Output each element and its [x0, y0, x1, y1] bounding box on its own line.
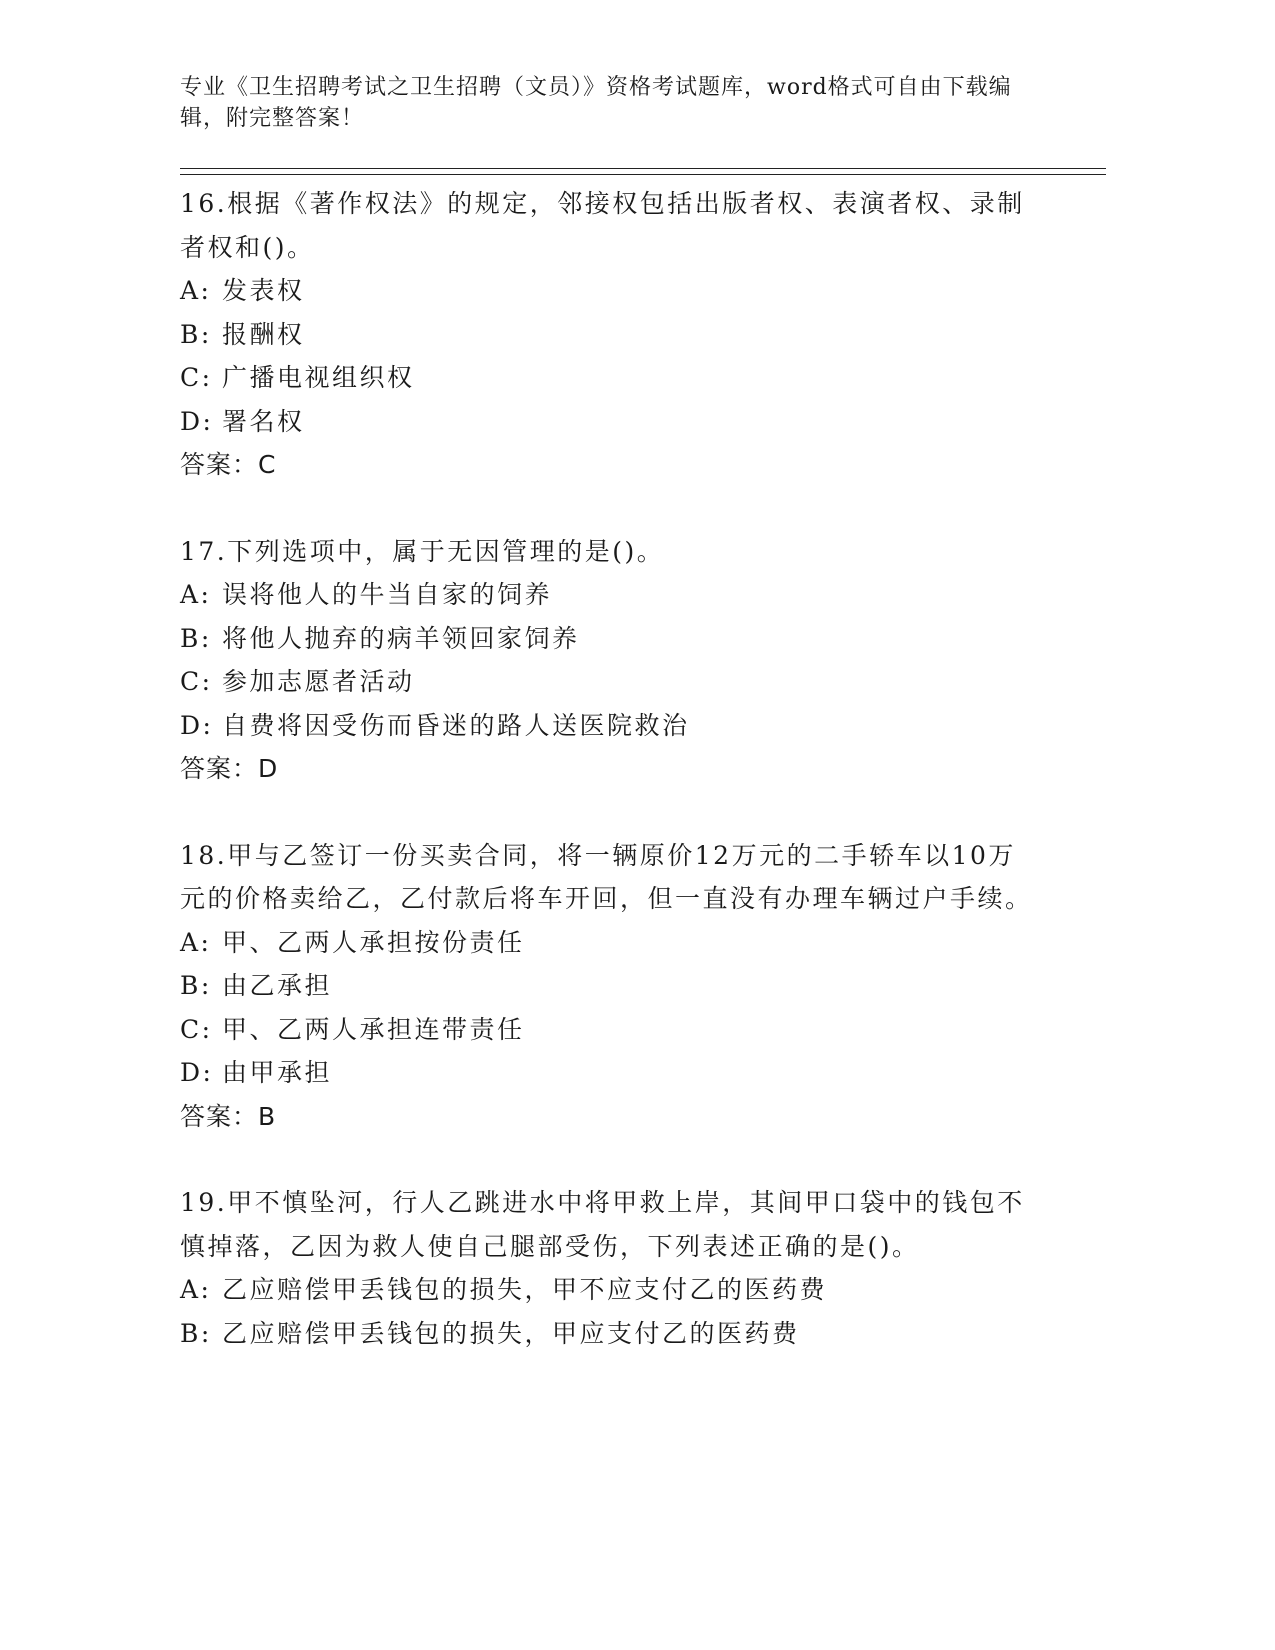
option-text: 乙应赔偿甲丢钱包的损失，甲不应支付乙的医药费 [222, 1275, 828, 1304]
option-c [180, 660, 1040, 704]
question-spacer [180, 1138, 1040, 1181]
question-spacer [180, 791, 1040, 834]
option-letter: D: [180, 1058, 214, 1087]
document-header: 专业《卫生招聘考试之卫生招聘（文员）》资格考试题库，word格式可自由下载编辑，附完整答案！ [180, 75, 1012, 131]
option-letter: A: [180, 1275, 212, 1304]
answer-line: 答案：B [180, 1101, 277, 1131]
question-stem: 19.甲不慎坠河，行人乙跳进水中将甲救上岸，其间甲口袋中的钱包不慎掉落，乙因为救人使自己腿部受伤，下列表述正确的是()。 [180, 1188, 1025, 1261]
option-d [180, 1051, 1040, 1095]
answer-line: 答案：C [180, 450, 277, 479]
answer-line: 答案：D [180, 754, 279, 783]
option-text: 自费将因受伤而昏迷的路人送医院救治 [222, 710, 690, 740]
header-divider-bottom [180, 174, 1106, 175]
option-text: 将他人抛弃的病羊领回家饲养 [222, 623, 580, 653]
option-a [180, 921, 1040, 965]
question-stem: 17.下列选项中，属于无因管理的是()。 [180, 536, 665, 566]
question-list [180, 182, 1040, 1355]
option-text: 由甲承担 [222, 1058, 333, 1087]
question-stem: 16.根据《著作权法》的规定，邻接权包括出版者权、表演者权、录制者权和()。 [180, 189, 1025, 262]
option-letter: A: [180, 927, 212, 957]
question-stem: 18.甲与乙签订一份买卖合同，将一辆原价12万元的二手轿车以10万元的价格卖给乙，乙付款后将车开回，但一直没有办理车辆过户手续。 [180, 840, 1033, 913]
option-text: 由乙承担 [222, 971, 333, 1000]
option-c [180, 356, 1040, 400]
option-a [180, 269, 1040, 313]
option-text: 误将他人的牛当自家的饲养 [222, 580, 553, 609]
option-letter: B: [180, 623, 212, 653]
option-text: 参加志愿者活动 [222, 667, 415, 696]
option-c [180, 1008, 1040, 1052]
option-b [180, 617, 1040, 661]
option-letter: C: [180, 667, 213, 696]
option-letter: B: [180, 1318, 212, 1348]
option-letter: D: [180, 710, 214, 740]
question-19 [180, 1181, 1040, 1355]
option-b [180, 313, 1040, 357]
option-text: 甲、乙两人承担连带责任 [222, 1014, 525, 1044]
option-letter: A: [180, 580, 212, 609]
question-16 [180, 182, 1040, 487]
option-letter: B: [180, 319, 212, 349]
option-d [180, 400, 1040, 444]
option-d [180, 704, 1040, 748]
option-text: 发表权 [222, 276, 305, 305]
option-a [180, 573, 1040, 617]
question-17 [180, 530, 1040, 791]
header-divider-top [180, 168, 1106, 169]
option-letter: A: [180, 276, 212, 305]
option-letter: D: [180, 406, 214, 436]
option-a [180, 1268, 1040, 1312]
question-spacer [180, 487, 1040, 530]
option-b [180, 1312, 1040, 1356]
option-letter: B: [180, 971, 212, 1000]
option-b [180, 964, 1040, 1008]
question-18 [180, 834, 1040, 1139]
option-text: 甲、乙两人承担按份责任 [222, 927, 525, 957]
option-letter: C: [180, 363, 213, 392]
option-text: 广播电视组织权 [222, 363, 415, 392]
option-text: 乙应赔偿甲丢钱包的损失，甲应支付乙的医药费 [222, 1318, 800, 1348]
option-text: 报酬权 [222, 319, 305, 349]
option-text: 署名权 [222, 406, 305, 436]
option-letter: C: [180, 1014, 213, 1044]
